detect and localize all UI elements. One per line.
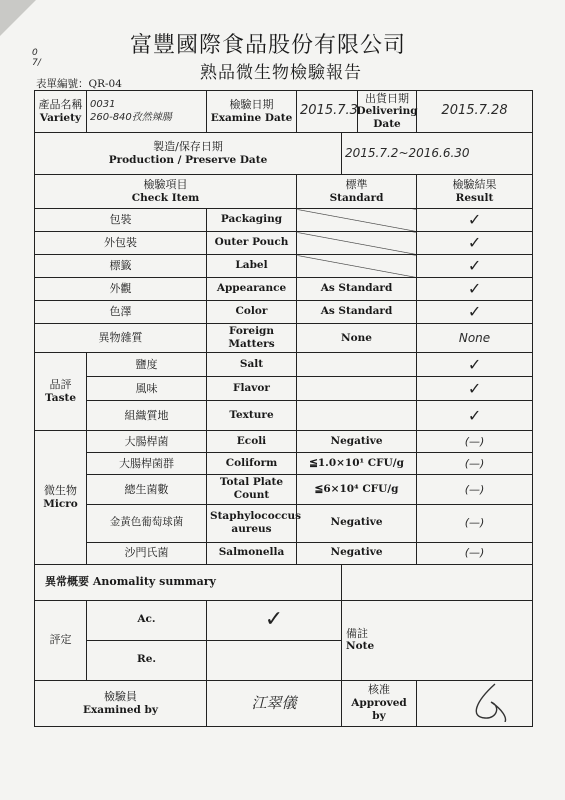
standard-cell-slashed <box>297 209 417 232</box>
table-row: 微生物 Micro 大腸桿菌 Ecoli Negative (—) <box>35 431 533 453</box>
delivering-date-label: 出貨日期 Delivering Date <box>356 91 418 131</box>
table-row: 外包裝 Outer Pouch ✓ <box>35 232 533 255</box>
approved-by-label: 核准 Approved by <box>342 680 417 727</box>
micro-group-label: 微生物 Micro <box>35 431 87 564</box>
examined-by-label: 檢驗員 Examined by <box>35 680 207 727</box>
examiner-signature: 江翠儀 <box>207 680 342 727</box>
table-row: 組織質地 Texture ✓ <box>35 401 533 431</box>
production-date-label: 製造/保存日期 Production / Preserve Date <box>35 133 342 175</box>
standard-header: 標準 Standard <box>297 175 417 209</box>
table-row: 總生菌數 Total Plate Count ≦6×10⁴ CFU/g (—) <box>35 475 533 504</box>
check-item-header: 檢驗項目 Check Item <box>35 175 297 209</box>
company-name: 富豐國際食品股份有限公司 <box>130 33 407 58</box>
corner-note: 0 7/ <box>32 48 41 68</box>
table-row: 包裝 Packaging ✓ <box>35 209 533 232</box>
table-row: 標籤 Label ✓ <box>35 255 533 278</box>
inspection-form <box>34 90 533 727</box>
note-cell: 備註 Note <box>342 600 533 680</box>
variety-label: 產品名稱 Variety <box>35 91 87 133</box>
accept-mark: ✓ <box>207 600 342 640</box>
taste-group-label: 品評 Taste <box>35 353 87 431</box>
accept-label: Ac. <box>87 600 207 640</box>
approver-scribble <box>425 682 525 722</box>
approver-signature <box>417 680 533 727</box>
result-header: 檢驗結果 Result <box>417 175 533 209</box>
table-row: 異物雜質 Foreign Matters None None <box>35 324 533 353</box>
judgment-label: 評定 <box>35 600 87 680</box>
production-date-value: 2015.7.2~2016.6.30 <box>342 133 533 175</box>
report-title: 熟品微生物檢驗報告 <box>200 63 362 83</box>
reject-label: Re. <box>87 640 207 680</box>
examine-date-label: 檢驗日期 Examine Date <box>207 91 297 133</box>
anomaly-summary-label: 異常概要 Anomality summary <box>35 564 342 600</box>
table-row: 外觀 Appearance As Standard ✓ <box>35 278 533 301</box>
doc-number: 表單編號：QR-04 <box>36 78 122 90</box>
standard-cell-slashed <box>297 232 417 255</box>
variety-value: 0031 260-840孜然辣腸 <box>87 91 207 133</box>
table-row: 風味 Flavor ✓ <box>35 377 533 401</box>
table-row: 大腸桿菌群 Coliform ≦1.0×10¹ CFU/g (—) <box>35 453 533 475</box>
delivering-date-value: 2015.7.28 <box>417 91 533 133</box>
table-row: 沙門氏菌 Salmonella Negative (—) <box>35 542 533 564</box>
fold-mark <box>0 0 36 36</box>
table-row: 色澤 Color As Standard ✓ <box>35 301 533 324</box>
table-row: 金黃色葡萄球菌 Staphylococcus aureus Negative (—) <box>35 504 533 542</box>
examine-date-value: 2015.7.3 出貨日期 Delivering Date <box>297 91 417 133</box>
table-row: 品評 Taste 鹽度 Salt ✓ <box>35 353 533 377</box>
standard-cell-slashed <box>297 255 417 278</box>
